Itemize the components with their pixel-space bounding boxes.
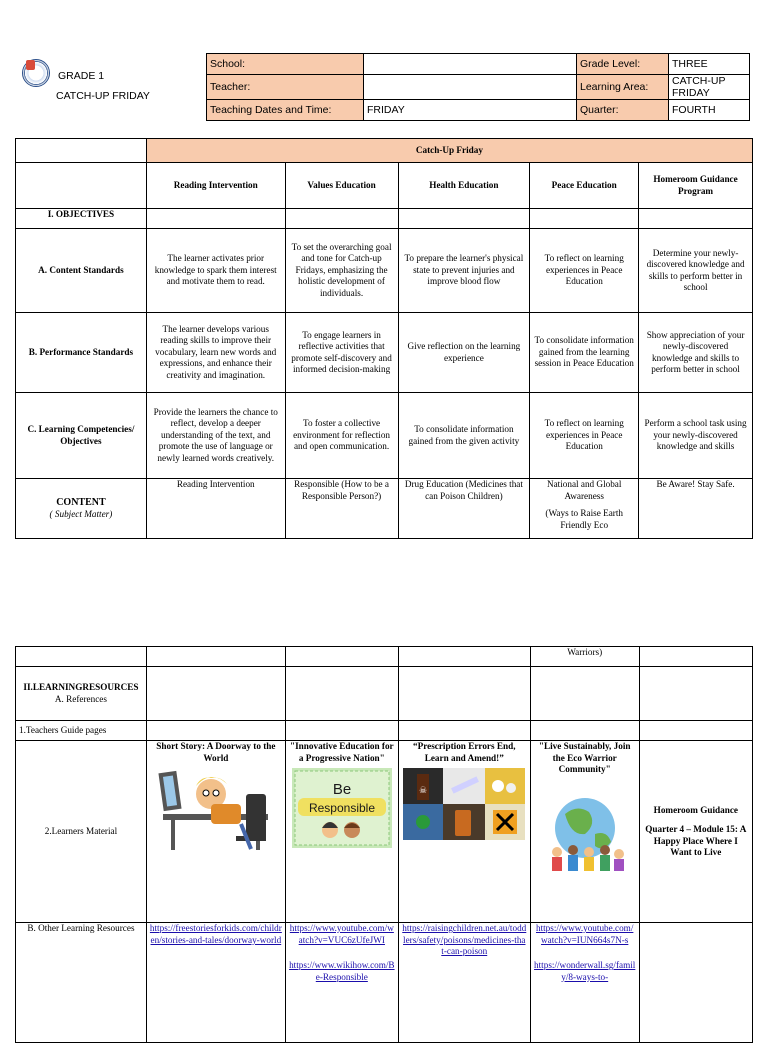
cs-health: To prepare the learner's physical state to prevent injuries and improve blood flow xyxy=(398,229,530,313)
link-reading[interactable]: https://freestoriesforkids.com/children/stories-and-tales/doorway-world xyxy=(149,923,282,945)
grade-level-label: Grade Level: xyxy=(577,54,669,75)
lm-reading-cell xyxy=(146,741,285,923)
content-label: CONTENT xyxy=(56,496,106,508)
responsible-text: Responsible xyxy=(308,801,375,815)
content-peace-cell xyxy=(530,479,639,539)
col-values: Values Education xyxy=(285,163,398,209)
lc-values: To foster a collective environment for reflection and open communication. xyxy=(285,393,398,479)
col-health: Health Education xyxy=(398,163,530,209)
lm-homeroom-cell xyxy=(639,741,752,923)
lc-peace: To reflect on learning experiences in Peace Education xyxy=(530,393,639,479)
lm-values-cell xyxy=(285,741,398,923)
resources-label-cell xyxy=(16,667,147,721)
lm-health-cell xyxy=(398,741,530,923)
content-sub-label: ( Subject Matter) xyxy=(49,509,113,519)
link-cell-reading xyxy=(146,923,285,1043)
cs-reading: The learner activates prior knowledge to spark them interest and motivate them to read. xyxy=(146,229,285,313)
learning-area-label: Learning Area: xyxy=(577,75,669,100)
cs-peace: To reflect on learning experiences in Peace Education xyxy=(530,229,639,313)
be-text: Be xyxy=(332,781,351,798)
ps-peace: To consolidate information gained from the learning session in Peace Education xyxy=(530,313,639,393)
svg-text:☠: ☠ xyxy=(419,785,428,795)
cs-values: To set the overarching goal and tone for Catch-up Fridays, emphasizing the holistic development of individuals. xyxy=(285,229,398,313)
content-label-cell xyxy=(16,479,147,539)
grade-title: GRADE 1 xyxy=(58,70,105,83)
be-responsible-image xyxy=(292,768,392,848)
resources-label: II.LEARNINGRESOURCES xyxy=(23,682,139,692)
link-values-youtube[interactable]: https://www.youtube.com/watch?v=VUC6zUfeJWI xyxy=(289,923,394,945)
lm-title-reading: Short Story: A Doorway to the World xyxy=(156,741,276,763)
ps-values: To engage learners in reflective activities that promote self-discovery and informed decision-making xyxy=(285,313,398,393)
link-cell-peace xyxy=(530,923,639,1043)
link-cell-health xyxy=(398,923,530,1043)
performance-standards-label: B. Performance Standards xyxy=(16,313,147,393)
grade-level-field[interactable]: THREE xyxy=(669,54,750,75)
link-values-wikihow[interactable]: https://www.wikihow.com/Be-Responsible xyxy=(289,960,395,982)
col-homeroom: Homeroom Guidance Program xyxy=(639,163,753,209)
link-cell-values xyxy=(285,923,398,1043)
lm-title-peace: "Live Sustainably, Join the Eco Warrior Community" xyxy=(538,741,631,774)
catch-up-banner: Catch-Up Friday xyxy=(146,139,752,163)
homeroom-title: Homeroom Guidance xyxy=(653,804,738,815)
ps-health: Give reflection on the learning experience xyxy=(398,313,530,393)
school-field[interactable] xyxy=(364,54,577,75)
content-standards-label: A. Content Standards xyxy=(16,229,147,313)
lesson-table xyxy=(15,138,753,539)
link-peace-wonderwall[interactable]: https://wonderwall.sg/family/8-ways-to- xyxy=(534,960,636,982)
header-table xyxy=(18,53,750,121)
learning-area-field[interactable]: CATCH-UP FRIDAY xyxy=(669,75,750,100)
medicine-poison-collage xyxy=(403,768,525,840)
ps-reading: The learner develops various reading skills to improve their vocabulary, learn new words and expressions, and enhance their creativity and imagination. xyxy=(146,313,285,393)
resources-table xyxy=(15,646,753,1043)
teacher-label: Teacher: xyxy=(207,75,364,100)
lm-title-health: “Prescription Errors End, Learn and Amend!” xyxy=(413,741,516,763)
lm-title-values: "Innovative Education for a Progressive Nation" xyxy=(290,741,394,763)
link-peace-youtube[interactable]: https://www.youtube.com/watch?v=IUN664s7N-s xyxy=(535,923,634,945)
competencies-label: C. Learning Competencies/ Objectives xyxy=(16,393,147,479)
school-label: School: xyxy=(207,54,364,75)
link-health[interactable]: https://raisingchildren.net.au/toddlers/safety/poisons/medicines-that-can-poison xyxy=(402,923,527,956)
teacher-field[interactable] xyxy=(364,75,577,100)
child-at-computer-illustration xyxy=(151,764,281,856)
other-resources-label: B. Other Learning Resources xyxy=(16,923,147,1043)
eco-warrior-globe-image xyxy=(537,794,633,874)
ps-homeroom: Show appreciation of your newly-discovered knowledge and skills to perform better in school xyxy=(639,313,753,393)
content-peace: National and Global Awareness xyxy=(546,479,622,501)
content-homeroom: Be Aware! Stay Safe. xyxy=(639,479,753,539)
references-label: A. References xyxy=(54,693,107,704)
cs-homeroom: Determine your newly-discovered knowledge and skills to perform better in school xyxy=(639,229,753,313)
quarter-label: Quarter: xyxy=(577,100,669,121)
col-peace: Peace Education xyxy=(530,163,639,209)
lc-health: To consolidate information gained from the given activity xyxy=(398,393,530,479)
tg-label: 1.Teachers Guide pages xyxy=(16,721,147,741)
quarter-field[interactable]: FOURTH xyxy=(669,100,750,121)
lm-label: 2.Learners Material xyxy=(16,741,147,923)
homeroom-module: Quarter 4 – Module 15: A Happy Place Where I Want to Live xyxy=(645,824,747,857)
content-peace-continued: Warriors) xyxy=(530,647,639,667)
col-reading: Reading Intervention xyxy=(146,163,285,209)
content-health: Drug Education (Medicines that can Poison Children) xyxy=(398,479,530,539)
content-values: Responsible (How to be a Responsible Person?) xyxy=(285,479,398,539)
lm-peace-cell xyxy=(530,741,639,923)
lc-reading: Provide the learners the chance to reflect, develop a deeper understanding of the text, and promote the use of language or newly learned words creatively. xyxy=(146,393,285,479)
lc-homeroom: Perform a school task using your newly-discovered knowledge and skills xyxy=(639,393,753,479)
program-title: CATCH-UP FRIDAY xyxy=(56,90,150,102)
dates-label: Teaching Dates and Time: xyxy=(207,100,364,121)
content-reading: Reading Intervention xyxy=(146,479,285,539)
dates-field[interactable]: FRIDAY xyxy=(364,100,577,121)
objectives-label: I. OBJECTIVES xyxy=(16,209,147,229)
content-peace-extra: (Ways to Raise Earth Friendly Eco xyxy=(545,508,623,530)
